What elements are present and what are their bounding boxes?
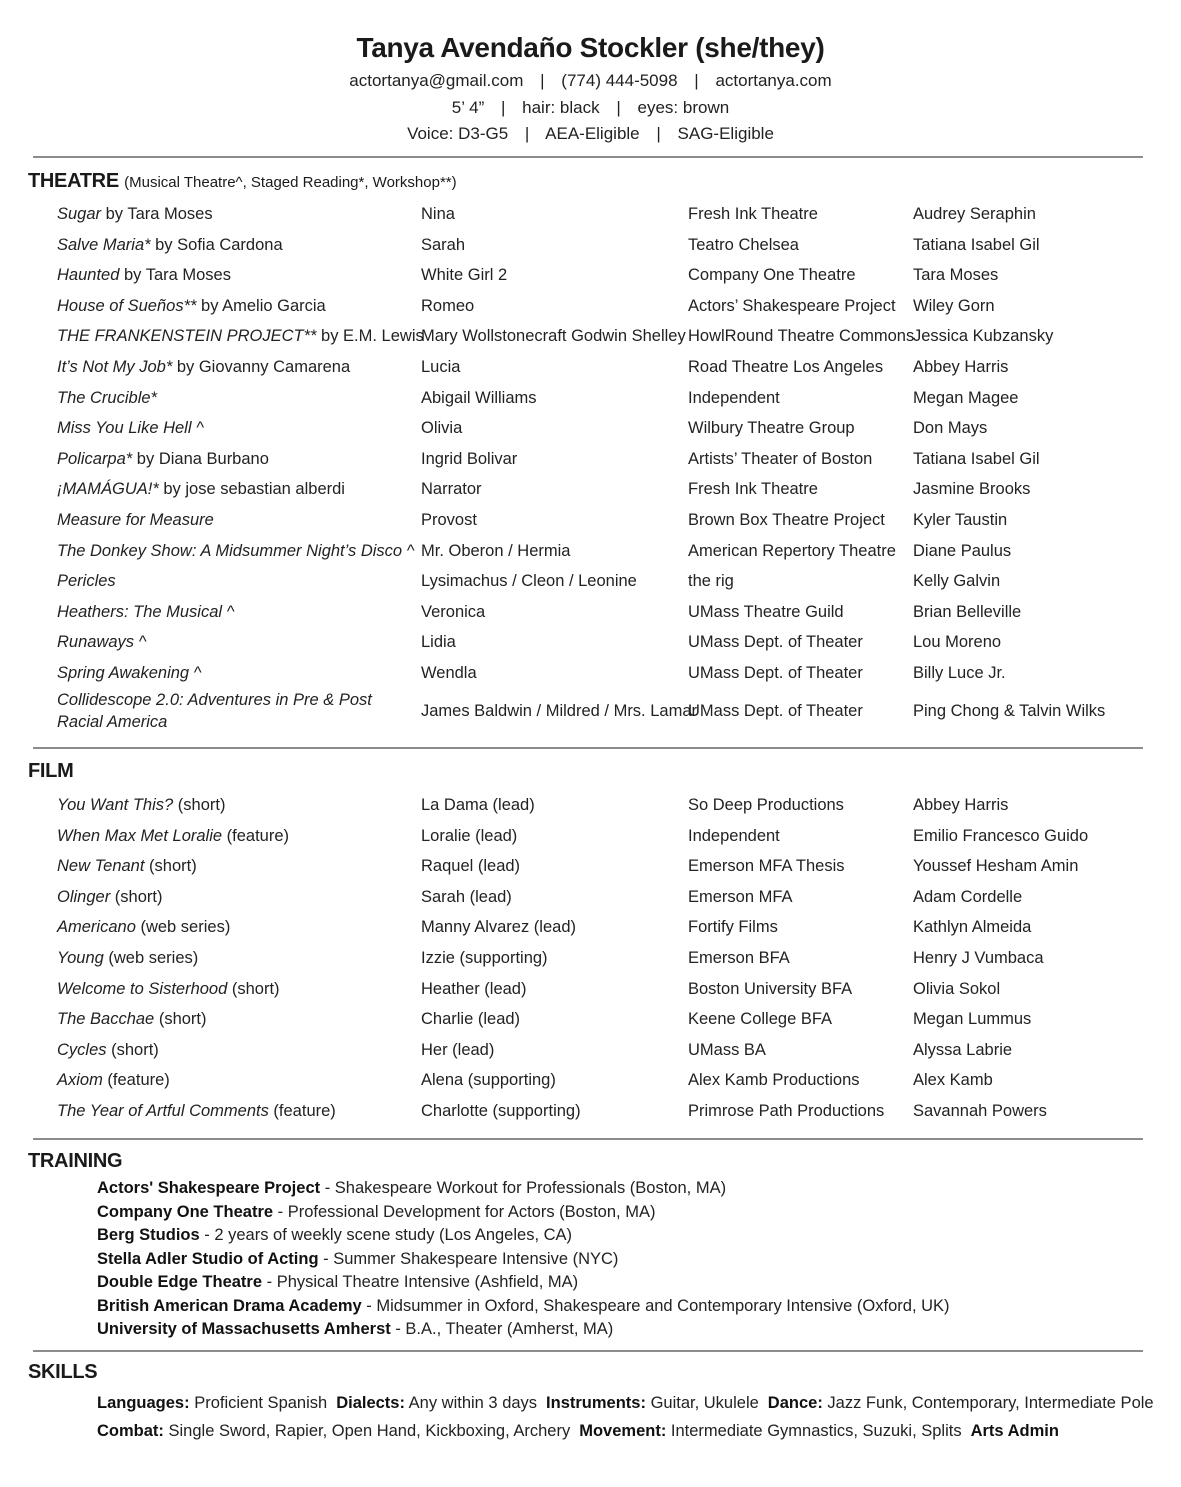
- director: Henry J Vumbaca: [913, 948, 1044, 967]
- production-credit-note: by Giovanny Camarena: [172, 357, 351, 376]
- production-title: You Want This?: [57, 796, 174, 814]
- training-detail: - Physical Theatre Intensive (Ashfield, MA): [262, 1273, 579, 1291]
- director: Megan Lummus: [913, 1010, 1032, 1029]
- credit-row: [0, 851, 1181, 882]
- skills-line-2: [97, 1417, 1154, 1445]
- film-heading: [28, 760, 73, 783]
- credit-row: [0, 627, 1181, 658]
- company: Fresh Ink Theatre: [688, 480, 818, 499]
- production-title: Olinger: [57, 887, 111, 906]
- production-credit-note: by E.M. Lewis: [316, 327, 424, 346]
- production-credit-note: (short): [154, 1010, 207, 1029]
- film-credits: [0, 790, 1181, 1127]
- production-title-cell: [57, 790, 412, 821]
- role: Narrator: [421, 480, 482, 499]
- director: Don Mays: [913, 419, 988, 438]
- film-title: FILM: [28, 760, 74, 782]
- company: Teatro Chelsea: [688, 235, 799, 254]
- divider: [33, 156, 1143, 158]
- company: the rig: [688, 572, 734, 591]
- combat-label: Combat:: [97, 1422, 164, 1440]
- credit-row: [0, 383, 1181, 414]
- credit-row: [0, 597, 1181, 628]
- role: Ingrid Bolivar: [421, 449, 518, 468]
- production-title: Salve Maria*: [57, 235, 151, 254]
- website[interactable]: actortanya.com: [715, 71, 832, 90]
- production-title-cell: [57, 974, 412, 1005]
- production-title: Haunted: [57, 266, 120, 285]
- production-title-cell: [57, 352, 412, 383]
- production-title-cell: [57, 383, 412, 414]
- training-school: Double Edge Theatre: [97, 1273, 263, 1291]
- production-title-cell: [57, 291, 412, 322]
- instruments-label: Instruments:: [546, 1394, 646, 1412]
- production-title-cell: [57, 689, 412, 733]
- languages-label: Languages:: [97, 1394, 190, 1412]
- voice-union-line: [0, 121, 1181, 148]
- training-school: Actors' Shakespeare Project: [97, 1179, 321, 1197]
- production-title-cell: [57, 1096, 412, 1127]
- role: Veronica: [421, 602, 486, 621]
- role: Lucia: [421, 357, 461, 376]
- production-credit-note: by Sofia Cardona: [150, 235, 283, 254]
- dialects-label: Dialects:: [336, 1394, 405, 1412]
- production-title-cell: [57, 536, 415, 567]
- production-credit-note: (feature): [222, 826, 290, 845]
- production-title: It’s Not My Job*: [57, 357, 173, 376]
- role: Alena (supporting): [421, 1071, 556, 1090]
- company: UMass Dept. of Theater: [688, 701, 863, 720]
- company: Emerson BFA: [688, 948, 790, 967]
- training-school: Company One Theatre: [97, 1202, 274, 1221]
- hair: hair: black: [522, 97, 600, 117]
- credit-row: [0, 474, 1181, 505]
- instruments-value: Guitar, Ukulele: [645, 1394, 759, 1412]
- divider: [33, 1350, 1143, 1352]
- director: Savannah Powers: [913, 1101, 1047, 1120]
- director: Alyssa Labrie: [913, 1040, 1013, 1059]
- training-item: [97, 1271, 950, 1295]
- production-title-cell: [57, 627, 412, 658]
- production-title-cell: [57, 821, 412, 852]
- production-title-cell: [57, 1004, 412, 1035]
- production-title: Heathers: The Musical ^: [57, 602, 235, 621]
- credit-row: [0, 1035, 1181, 1066]
- credit-row: [0, 260, 1181, 291]
- training-detail: - Midsummer in Oxford, Shakespeare and Contemporary Intensive (Oxford, UK): [361, 1296, 950, 1315]
- director: Tara Moses: [913, 266, 999, 285]
- training-item: [97, 1201, 950, 1225]
- director: Tatiana Isabel Gil: [913, 235, 1040, 254]
- credit-row: [0, 943, 1181, 974]
- role: Abigail Williams: [421, 388, 537, 407]
- role: Lidia: [421, 633, 456, 652]
- training-item: [97, 1177, 950, 1201]
- company: Independent: [688, 388, 780, 407]
- director: Kelly Galvin: [913, 572, 1001, 591]
- production-title-cell: [57, 413, 412, 444]
- director: Abbey Harris: [913, 357, 1009, 376]
- director: Kathlyn Almeida: [913, 918, 1032, 937]
- arts-admin-label: Arts Admin: [970, 1422, 1059, 1440]
- production-credit-note: (short): [173, 796, 226, 814]
- training-detail: - B.A., Theater (Amherst, MA): [390, 1320, 614, 1338]
- voice-range: Voice: D3-G5: [407, 124, 509, 143]
- production-title-cell: [57, 943, 412, 974]
- credit-row: [0, 689, 1181, 733]
- union-status-aea: AEA-Eligible: [545, 124, 640, 143]
- credit-row: [0, 1004, 1181, 1035]
- training-heading: [28, 1150, 122, 1173]
- company: Fresh Ink Theatre: [688, 205, 818, 223]
- production-title: Young: [57, 948, 104, 967]
- production-title: THE FRANKENSTEIN PROJECT**: [57, 327, 317, 346]
- director: Billy Luce Jr.: [913, 663, 1006, 682]
- credit-row: [0, 821, 1181, 852]
- director: Youssef Hesham Amin: [913, 857, 1079, 876]
- company: UMass Dept. of Theater: [688, 663, 863, 682]
- role: Sarah: [421, 235, 466, 254]
- director: Olivia Sokol: [913, 979, 1001, 998]
- production-title-cell: [57, 912, 412, 943]
- theatre-title: THEATRE: [28, 170, 119, 192]
- production-credit-note: by Diana Burbano: [132, 449, 269, 468]
- production-title: Welcome to Sisterhood: [57, 979, 228, 998]
- director: Audrey Seraphin: [913, 205, 1036, 223]
- role: Mr. Oberon / Hermia: [421, 541, 571, 560]
- production-title: Axiom: [57, 1071, 103, 1090]
- company: UMass BA: [688, 1040, 766, 1059]
- role: White Girl 2: [421, 266, 508, 285]
- company: Independent: [688, 826, 780, 845]
- production-credit-note: (web series): [103, 948, 199, 967]
- production-title-cell: [57, 566, 412, 597]
- divider: [33, 747, 1143, 749]
- production-credit-note: (short): [106, 1040, 159, 1059]
- production-credit-note: by Amelio Garcia: [196, 296, 326, 315]
- director: Jessica Kubzansky: [913, 327, 1054, 346]
- training-detail: - Professional Development for Actors (Boston, MA): [273, 1202, 656, 1221]
- production-title: New Tenant: [57, 857, 145, 876]
- director: Abbey Harris: [913, 796, 1009, 814]
- separator: |: [540, 71, 545, 90]
- credit-row: [0, 199, 1181, 230]
- skills-heading: [28, 1361, 97, 1384]
- credit-row: [0, 505, 1181, 536]
- resume-header: [0, 28, 1181, 148]
- company: Brown Box Theatre Project: [688, 510, 885, 529]
- production-title-cell: [57, 260, 412, 291]
- production-title-cell: [57, 851, 412, 882]
- training-school: British American Drama Academy: [97, 1296, 362, 1315]
- separator: |: [656, 124, 661, 143]
- training-list: [97, 1177, 950, 1342]
- role: Sarah (lead): [421, 887, 512, 906]
- union-status-sag: SAG-Eligible: [677, 124, 774, 143]
- production-title-cell: [57, 1065, 412, 1096]
- director: Lou Moreno: [913, 633, 1002, 652]
- skills-block: [97, 1389, 1154, 1445]
- role: Nina: [421, 205, 455, 223]
- credit-row: [0, 790, 1181, 821]
- role: Charlotte (supporting): [421, 1101, 581, 1120]
- director: Jasmine Brooks: [913, 480, 1031, 499]
- company: Actors’ Shakespeare Project: [688, 296, 896, 315]
- production-title: Measure for Measure: [57, 510, 214, 529]
- height: 5’ 4”: [451, 97, 485, 117]
- production-credit-note: (feature): [102, 1071, 170, 1090]
- phone: (774) 444-5098: [561, 71, 678, 90]
- production-title: Miss You Like Hell ^: [57, 419, 204, 438]
- credit-row: [0, 1065, 1181, 1096]
- production-title: ¡MAMÁGUA!*: [57, 480, 159, 499]
- training-title: TRAINING: [28, 1150, 123, 1172]
- credit-row: [0, 912, 1181, 943]
- role: Izzie (supporting): [421, 948, 548, 967]
- role: Manny Alvarez (lead): [421, 918, 576, 937]
- credit-row: [0, 882, 1181, 913]
- production-credit-note: (short): [110, 887, 163, 906]
- dance-value: Jazz Funk, Contemporary, Intermediate Pole: [822, 1394, 1154, 1412]
- production-credit-note: (short): [227, 979, 280, 998]
- separator: |: [500, 97, 506, 117]
- production-credit-note: by jose sebastian alberdi: [158, 480, 345, 499]
- combat-value: Single Sword, Rapier, Open Hand, Kickboxing, Archery: [163, 1422, 571, 1440]
- production-title-cell: [57, 882, 412, 913]
- company: Wilbury Theatre Group: [688, 419, 855, 438]
- credit-row: [0, 658, 1181, 689]
- production-title: When Max Met Loralie: [57, 826, 223, 845]
- role: Romeo: [421, 296, 475, 315]
- email[interactable]: actortanya@gmail.com: [349, 71, 524, 90]
- role: Wendla: [421, 663, 477, 682]
- role: Olivia: [421, 419, 463, 438]
- skills-line-1: [97, 1389, 1154, 1417]
- director: Alex Kamb: [913, 1071, 993, 1090]
- production-title-cell: [57, 444, 412, 475]
- production-title: The Bacchae: [57, 1010, 155, 1029]
- production-title: Pericles: [57, 572, 116, 591]
- actor-name: Tanya Avendaño Stockler (she/they): [356, 32, 825, 63]
- dialects-value: Any within 3 days: [404, 1394, 538, 1412]
- languages-value: Proficient Spanish: [189, 1394, 328, 1412]
- company: Road Theatre Los Angeles: [688, 357, 884, 376]
- role: Her (lead): [421, 1040, 495, 1059]
- production-title-cell: [57, 1035, 412, 1066]
- director: Adam Cordelle: [913, 887, 1023, 906]
- training-school: University of Massachusetts Amherst: [97, 1320, 391, 1338]
- director: Wiley Gorn: [913, 296, 995, 315]
- production-title-cell: [57, 230, 412, 261]
- training-item: [97, 1224, 950, 1248]
- production-credit-note: (web series): [135, 918, 231, 937]
- role: James Baldwin / Mildred / Mrs. Lamar: [421, 701, 697, 720]
- role: Charlie (lead): [421, 1010, 521, 1029]
- company: Keene College BFA: [688, 1010, 833, 1029]
- production-title: The Donkey Show: A Midsummer Night’s Disco ^: [57, 541, 415, 560]
- production-title: House of Sueños**: [57, 296, 197, 315]
- company: Artists’ Theater of Boston: [688, 449, 873, 468]
- skills-title: SKILLS: [28, 1361, 98, 1383]
- separator: |: [694, 71, 699, 90]
- director: Megan Magee: [913, 388, 1019, 407]
- training-item: [97, 1295, 950, 1319]
- production-credit-note: (short): [144, 857, 197, 876]
- movement-value: Intermediate Gymnastics, Suzuki, Splits: [666, 1422, 962, 1440]
- production-credit-note: by Tara Moses: [119, 266, 231, 285]
- physical-stats-line: [0, 95, 1181, 122]
- training-detail: - 2 years of weekly scene study (Los Angeles, CA): [199, 1226, 573, 1244]
- role: La Dama (lead): [421, 796, 535, 814]
- production-title: Sugar: [57, 205, 102, 223]
- separator: |: [616, 97, 621, 117]
- credit-row: [0, 566, 1181, 597]
- director: Tatiana Isabel Gil: [913, 449, 1040, 468]
- company: Company One Theatre: [688, 266, 856, 285]
- contact-line: [0, 68, 1181, 95]
- production-title-cell: [57, 474, 412, 505]
- credit-row: [0, 291, 1181, 322]
- production-credit-note: (feature): [268, 1101, 336, 1120]
- director: Ping Chong & Talvin Wilks: [913, 701, 1106, 720]
- company: So Deep Productions: [688, 796, 844, 814]
- training-detail: - Summer Shakespeare Intensive (NYC): [318, 1249, 619, 1268]
- director: Kyler Taustin: [913, 510, 1008, 529]
- credit-row: [0, 974, 1181, 1005]
- production-title: Spring Awakening ^: [57, 663, 202, 682]
- production-title: Runaways ^: [57, 633, 147, 652]
- theatre-credits: [0, 199, 1181, 733]
- role: Heather (lead): [421, 979, 527, 998]
- company: Boston University BFA: [688, 979, 853, 998]
- theatre-legend: (Musical Theatre^, Staged Reading*, Workshop**): [124, 174, 457, 191]
- production-title-cell: [57, 321, 424, 352]
- role: Mary Wollstonecraft Godwin Shelley: [421, 327, 686, 346]
- role: Lysimachus / Cleon / Leonine: [421, 572, 637, 591]
- role: Provost: [421, 510, 477, 529]
- movement-label: Movement:: [579, 1422, 667, 1440]
- company: HowlRound Theatre Commons: [688, 327, 915, 346]
- company: Primrose Path Productions: [688, 1101, 885, 1120]
- training-detail: - Shakespeare Workout for Professionals (Boston, MA): [320, 1179, 727, 1197]
- production-title: Cycles: [57, 1040, 107, 1059]
- production-title: Collidescope 2.0: Adventures in Pre & Post Racial America: [57, 690, 372, 731]
- credit-row: [0, 444, 1181, 475]
- training-item: [97, 1248, 950, 1272]
- company: Alex Kamb Productions: [688, 1071, 860, 1090]
- production-title: Policarpa*: [57, 449, 133, 468]
- training-school: Berg Studios: [97, 1226, 200, 1244]
- production-title-cell: [57, 597, 412, 628]
- credit-row: [0, 230, 1181, 261]
- credit-row: [0, 321, 1181, 352]
- training-school: Stella Adler Studio of Acting: [97, 1249, 319, 1268]
- company: UMass Theatre Guild: [688, 602, 844, 621]
- director: Brian Belleville: [913, 602, 1022, 621]
- production-title-cell: [57, 199, 412, 230]
- company: Emerson MFA: [688, 887, 793, 906]
- training-item: [97, 1318, 950, 1342]
- theatre-heading: [28, 170, 457, 193]
- production-title-cell: [57, 658, 412, 689]
- separator: |: [524, 124, 530, 143]
- eyes: eyes: brown: [637, 97, 730, 117]
- company: American Repertory Theatre: [688, 541, 896, 560]
- production-credit-note: by Tara Moses: [101, 205, 213, 223]
- production-title: Americano: [57, 918, 136, 937]
- production-title-cell: [57, 505, 412, 536]
- director: Emilio Francesco Guido: [913, 826, 1089, 845]
- production-title: The Year of Artful Comments: [57, 1101, 269, 1120]
- company: Fortify Films: [688, 918, 778, 937]
- company: UMass Dept. of Theater: [688, 633, 863, 652]
- director: Diane Paulus: [913, 541, 1012, 560]
- credit-row: [0, 413, 1181, 444]
- role: Raquel (lead): [421, 857, 521, 876]
- dance-label: Dance:: [767, 1394, 823, 1412]
- credit-row: [0, 1096, 1181, 1127]
- credit-row: [0, 536, 1181, 567]
- company: Emerson MFA Thesis: [688, 857, 845, 876]
- divider: [33, 1138, 1143, 1140]
- production-title: The Crucible*: [57, 388, 157, 407]
- role: Loralie (lead): [421, 826, 518, 845]
- credit-row: [0, 352, 1181, 383]
